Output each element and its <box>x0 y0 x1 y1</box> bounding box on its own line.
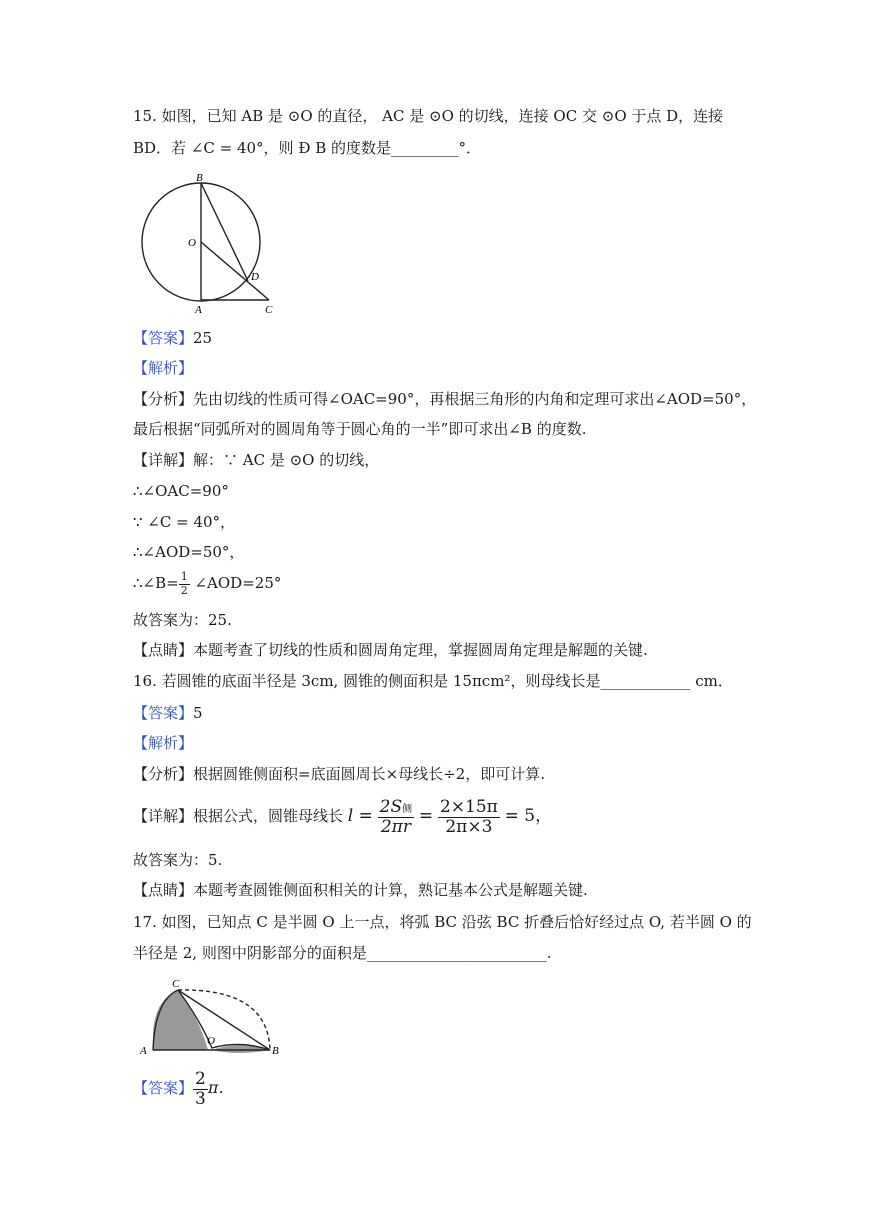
step4-prefix: ∴∠B= <box>133 574 179 592</box>
answer-tag: 【答案】 <box>133 1079 194 1097</box>
formula-result: = 5， <box>504 806 553 826</box>
one-half-fraction <box>179 571 190 596</box>
step4-suffix: ∠AOD=25° <box>194 574 282 592</box>
q15-fenxi-line1: 【分析】先由切线的性质可得∠OAC=90°，再根据三角形的内角和定理可求出∠AOD=50°， <box>133 390 757 408</box>
q16-analysis-tag: 【解析】 <box>133 734 194 752</box>
q15-label-O: O <box>188 237 196 249</box>
q15-analysis-tag: 【解析】 <box>133 359 194 377</box>
xiangjie-prefix: 【详解】根据公式，圆锥母线长 <box>133 807 344 825</box>
answer-value: 25 <box>193 329 213 347</box>
formula-fraction-2 <box>438 798 500 836</box>
q16-answer <box>133 703 203 723</box>
f1-subscript: 侧 <box>402 803 413 815</box>
fraction-denominator: 3 <box>195 1088 206 1109</box>
q17-label-O: O <box>207 1035 215 1047</box>
q17-answer <box>133 1068 234 1108</box>
q15-label-D: D <box>251 271 259 283</box>
q15-answer <box>133 328 212 348</box>
q15-fenxi-line2: 最后根据“同弧所对的圆周角等于圆心角的一半”即可求出∠B 的度数. <box>133 420 587 438</box>
q16-stem: 16. 若圆锥的底面半径是 3cm, 圆锥的侧面积是 15πcm²，则母线长是____________ cm． <box>133 672 733 690</box>
q17-label-B: B <box>272 1045 279 1056</box>
f1-num-text: 2S <box>379 796 403 817</box>
q16-fenxi: 【分析】根据圆锥侧面积=底面圆周长×母线长÷2，即可计算. <box>133 765 546 783</box>
q16-dianjing: 【点睛】本题考查圆锥侧面积相关的计算，熟记基本公式是解题关键. <box>133 881 588 899</box>
q15-step1: ∴∠OAC=90° <box>133 482 229 500</box>
q15-label-C: C <box>265 304 273 316</box>
formula-fraction-1 <box>378 798 414 836</box>
q16-xiangjie <box>133 792 552 840</box>
fraction-numerator: 2×15π <box>439 796 498 817</box>
q15-stem-line2: BD．若 ∠C = 40°，则 Ð B 的度数是_________°． <box>133 139 481 157</box>
answer-tag: 【答案】 <box>133 704 194 722</box>
answer-suffix: π． <box>207 1078 235 1097</box>
fraction-numerator <box>378 798 414 818</box>
fraction-denominator: 2π×3 <box>445 816 493 837</box>
q17-label-C: C <box>172 978 180 990</box>
fraction-numerator: 2 <box>195 1068 206 1089</box>
q15-label-B: B <box>196 172 203 184</box>
formula-l: l = <box>347 806 373 826</box>
fraction-denominator: 2πr <box>380 816 411 837</box>
fraction-denominator: 2 <box>180 583 188 597</box>
q15-step3: ∴∠AOD=50°， <box>133 543 245 561</box>
q15-conclusion: 故答案为：25. <box>133 611 232 629</box>
q17-stem-line1: 17. 如图，已知点 C 是半圆 O 上一点，将弧 BC 沿弦 BC 折叠后恰好经过点 O, 若半圆 O 的 <box>133 913 752 931</box>
fraction-numerator: 1 <box>180 570 188 584</box>
q17-semicircle-fold-figure <box>136 976 288 1056</box>
q15-step4 <box>133 570 281 597</box>
q15-step2: ∵ ∠C = 40°， <box>133 513 236 531</box>
q17-label-A: A <box>140 1045 147 1056</box>
equals-sign: = <box>418 806 434 826</box>
answer-value: 5 <box>193 704 203 722</box>
q15-circle-tangent-figure <box>136 166 286 318</box>
q15-label-A: A <box>195 304 202 316</box>
answer-tag: 【答案】 <box>133 329 194 347</box>
q15-dianjing: 【点睛】本题考查了切线的性质和圆周角定理，掌握圆周角定理是解题的关键. <box>133 641 648 659</box>
q15-xiangjie: 【详解】解：∵ AC 是 ⊙O 的切线， <box>133 451 380 469</box>
answer-fraction <box>193 1070 208 1108</box>
q16-conclusion: 故答案为：5. <box>133 851 223 869</box>
q15-stem-line1: 15. 如图，已知 AB 是 ⊙O 的直径， AC 是 ⊙O 的切线，连接 OC 交 ⊙O 于点 D，连接 <box>133 107 724 125</box>
q17-stem-line2: 半径是 2, 则图中阴影部分的面积是________________________. <box>133 944 552 962</box>
